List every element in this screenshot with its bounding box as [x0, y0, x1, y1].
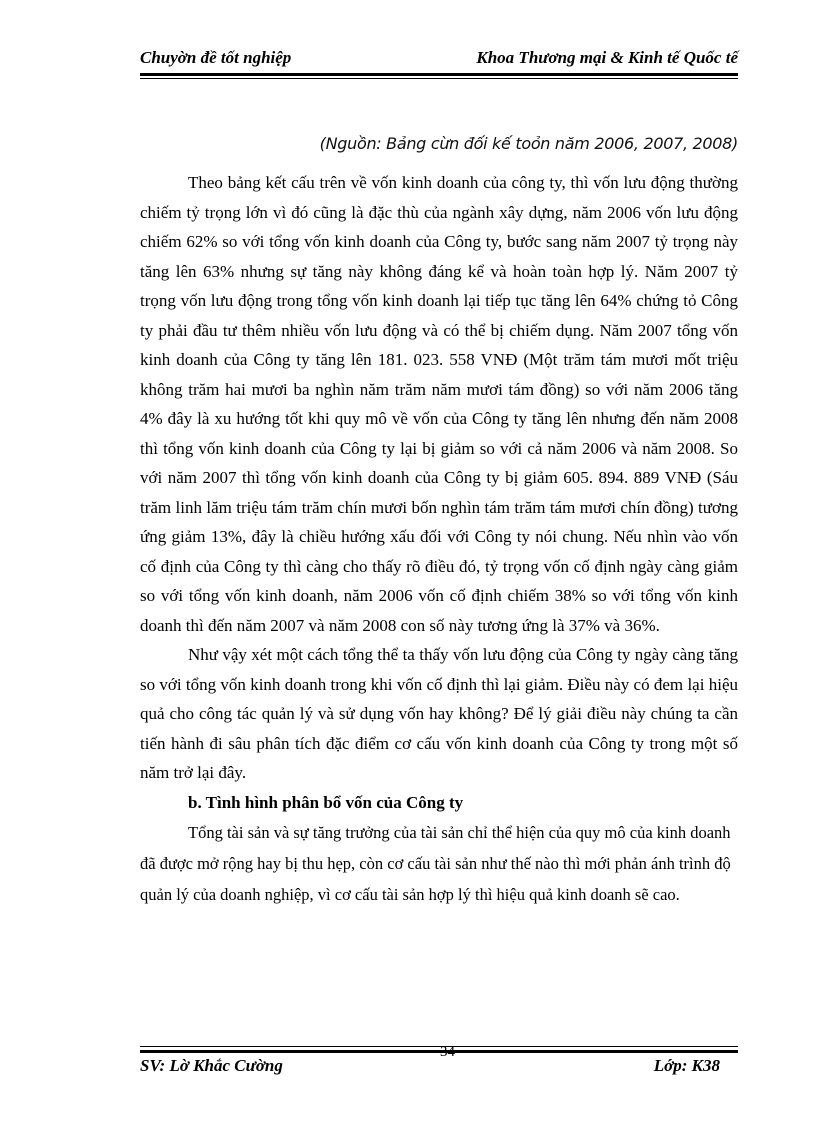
- header-rule-thin: [140, 78, 738, 79]
- source-note: (Nguồn: Bảng cừn đối kế toỏn năm 2006, 2007, 2008): [319, 134, 738, 153]
- paragraph-asset-allocation: Tổng tài sản và sự tăng trưởng của tài sản chỉ thể hiện của quy mô của kinh doanh đã được mở rộng hay bị thu hẹp, còn cơ cấu tài sản như thế nào thì mới phản ánh trình độ quản lý của doanh nghiệp, vì cơ cấu tài sản hợp lý thì hiệu quả kinh doanh sẽ cao.: [140, 823, 731, 904]
- paragraph-capital-structure: Theo bảng kết cấu trên về vốn kinh doanh của công ty, thì vốn lưu động thường chiếm tỷ trọng lớn vì đó cũng là đặc thù của ngành xây dựng, năm 2006 vốn lưu động chiếm 62% so với tổng vốn kinh doanh của Công ty, bước sang năm 2007 tỷ trọng này tăng lên 63% nhưng sự tăng này không đáng kể và hoàn toàn hợp lý. Năm 2007 tỷ trọng vốn lưu động trong tổng vốn kinh doanh lại tiếp tục tăng lên 64% chứng tỏ Công ty phải đầu tư thêm nhiều vốn lưu động và có thể bị chiếm dụng. Năm 2007 tổng vốn kinh doanh của Công ty tăng lên 181. 023. 558 VNĐ (Một trăm tám mươi mốt triệu không trăm hai mươi ba nghìn năm trăm năm mươi tám đồng) so với năm 2006 tăng 4% đây là xu hướng tốt khi quy mô về vốn của Công ty tăng lên nhưng đến năm 2008 thì tổng vốn kinh doanh của Công ty lại bị giảm so với cả năm 2006 và năm 2008. So với năm 2007 thì tổng vốn kinh doanh của Công ty bị giảm 605. 894. 889 VNĐ (Sáu trăm linh lăm triệu tám trăm chín mươi bốn nghìn tám trăm tám mươi chín đồng) tương ứng giảm 13%, đây là chiều hướng xấu đối với Công ty nói chung. Nếu nhìn vào vốn cố định của Công ty thì càng cho thấy rõ điều đó, tỷ trọng vốn cố định ngày càng giảm so với tổng vốn kinh doanh, năm 2006 vốn cố định chiếm 38% so với tổng vốn kinh doanh thì đến năm 2007 và năm 2008 con số này tương ứng là 37% và 36%.: [140, 173, 738, 635]
- page-footer: [140, 1044, 738, 1080]
- document-body: [140, 168, 738, 910]
- header-rule-thick: [140, 73, 738, 76]
- page-number: 34: [440, 1044, 455, 1060]
- footer-rule-thick: [140, 1050, 738, 1053]
- header-faculty: Khoa Thương mại & Kinh tế Quốc tế: [476, 48, 738, 67]
- footer-rule-thin: [140, 1046, 738, 1047]
- footer-class: Lớp: K38: [653, 1056, 720, 1075]
- header-thesis-title: Chuyờn đề tốt nghiệp: [140, 48, 292, 67]
- footer-student-name: SV: Lờ Khắc Cường: [140, 1056, 283, 1075]
- page-header: [140, 48, 738, 74]
- section-subheading: b. Tình hình phân bổ vốn của Công ty: [188, 792, 464, 812]
- paragraph-overall-assessment: Như vậy xét một cách tổng thể ta thấy vốn lưu động của Công ty ngày càng tăng so với tổng vốn kinh doanh trong khi vốn cố định thì lại giảm. Điều này có đem lại hiệu quả cho công tác quản lý và sử dụng vốn hay không? Để lý giải điều này chúng ta cần tiến hành đi sâu phân tích đặc điểm cơ cấu vốn kinh doanh của Công ty trong một số năm trở lại đây.: [140, 645, 738, 782]
